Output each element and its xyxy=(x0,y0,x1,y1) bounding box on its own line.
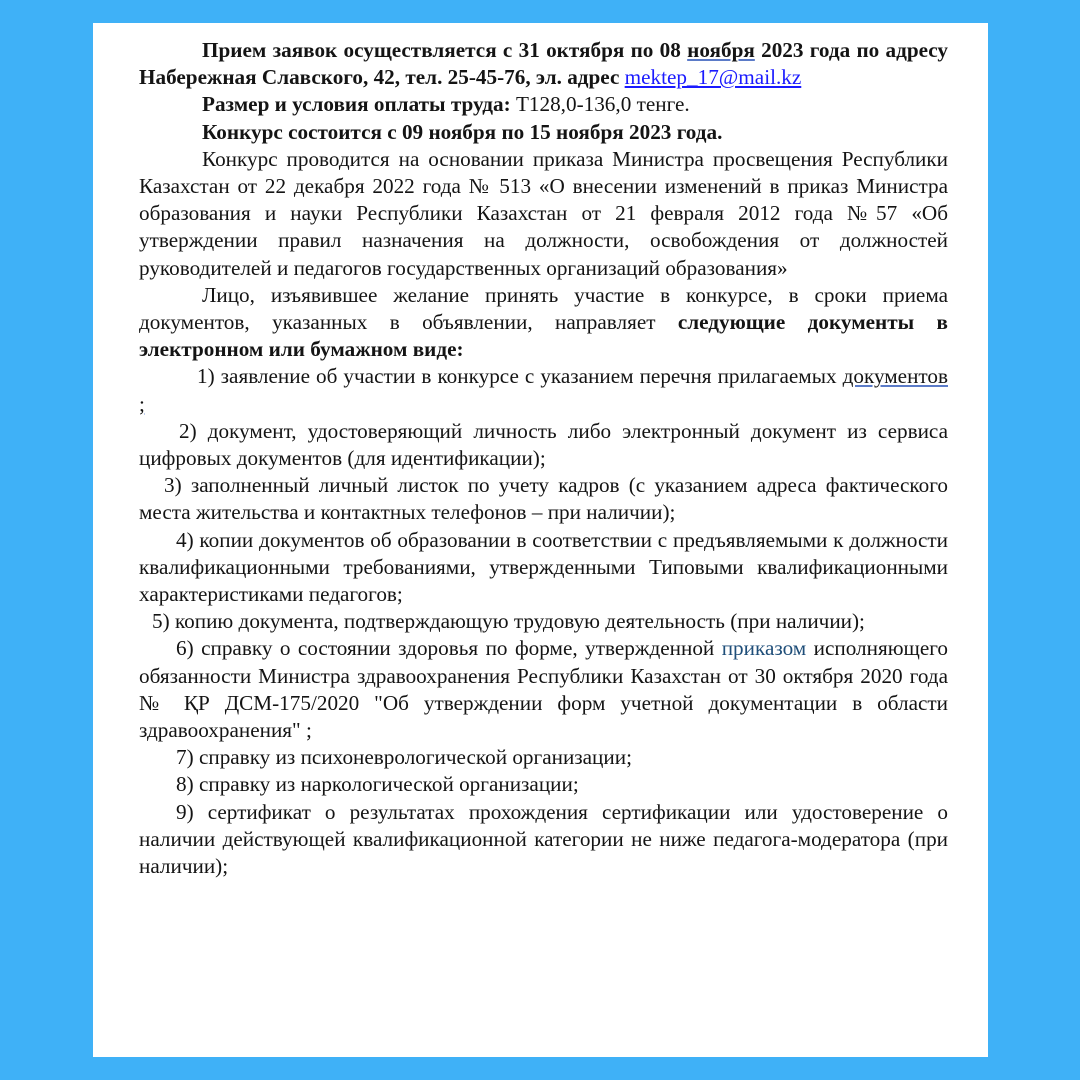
list-item-7: 7) справку из психоневрологической организации; xyxy=(176,745,632,770)
list-item-8: 8) справку из наркологической организации; xyxy=(176,772,579,797)
list-item-1-underlined: документов ; xyxy=(139,364,948,416)
list-item-9: 9) сертификат о результатах прохождения сертификации или удостоверение о наличии действующей квалификационной категории не ниже педагога-модератора (при наличии); xyxy=(139,799,948,879)
list-item-1-text: 1) заявление об участии в конкурсе с указанием перечня прилагаемых xyxy=(197,364,843,389)
list-item-6-text: 6) справку о состоянии здоровья по форме, утвержденной xyxy=(176,636,722,661)
intro-text: Прием заявок осуществляется с 31 октября по 08 xyxy=(202,38,688,62)
list-item-5: 5) копию документа, подтверждающую трудовую деятельность (при наличии); xyxy=(152,609,865,634)
applicant-text: Лицо, изъявившее желание принять участие в конкурсе, в сроки приема документов, указанных в объявлении, направляет xyxy=(139,282,948,335)
intro-paragraph xyxy=(139,37,948,91)
email-link[interactable]: mektep_17@mail.kz xyxy=(624,65,802,90)
intro-address: 2023 года по адресу Набережная Славского, 42, тел. 25-45-76, эл. адрес xyxy=(139,38,948,90)
underlined-month: ноября xyxy=(687,38,755,62)
salary-value: Т128,0-136,0 тенге. xyxy=(510,92,690,117)
list-item-4: 4) копии документов об образовании в соответствии с предъявляемыми к должности квалификационными требованиями, утвержденными Типовыми квалификационными характеристиками педагогов; xyxy=(139,527,948,607)
list-item-6 xyxy=(139,635,948,744)
applicant-bold: следующие документы в электронном или бумажном виде: xyxy=(139,310,948,362)
list-item-2: 2) документ, удостоверяющий личность либо электронный документ из сервиса цифровых документов (для идентификации); xyxy=(139,418,948,471)
salary-paragraph xyxy=(139,91,948,118)
list-item-1 xyxy=(139,363,948,417)
order-link[interactable]: приказом xyxy=(721,636,807,661)
list-item-6-rest: исполняющего обязанности Министра здравоохранения Республики Казахстан от 30 октября 2020 года № ҚР ДСМ-175/2020 "Об утверждении форм учетной документации в области здравоохранения" ; xyxy=(139,636,948,743)
salary-label: Размер и условия оплаты труда: xyxy=(202,92,511,117)
basis-paragraph: Конкурс проводится на основании приказа Министра просвещения Республики Казахстан от 22 декабря 2022 года № 513 «О внесении изменений в приказ Министра образования и науки Республики Казахстан от 21 февраля 2012 года №57 «Об утверждении правил назначения на должности, освобождения от должностей руководителей и педагогов государственных организаций образования» xyxy=(139,146,948,280)
list-item-3: 3) заполненный личный листок по учету кадров (с указанием адреса фактического места жительства и контактных телефонов – при наличии); xyxy=(139,473,948,525)
contest-dates: Конкурс состоится с 09 ноября по 15 ноября 2023 года. xyxy=(202,119,723,144)
document-page xyxy=(93,23,988,1057)
applicant-paragraph xyxy=(139,282,948,364)
